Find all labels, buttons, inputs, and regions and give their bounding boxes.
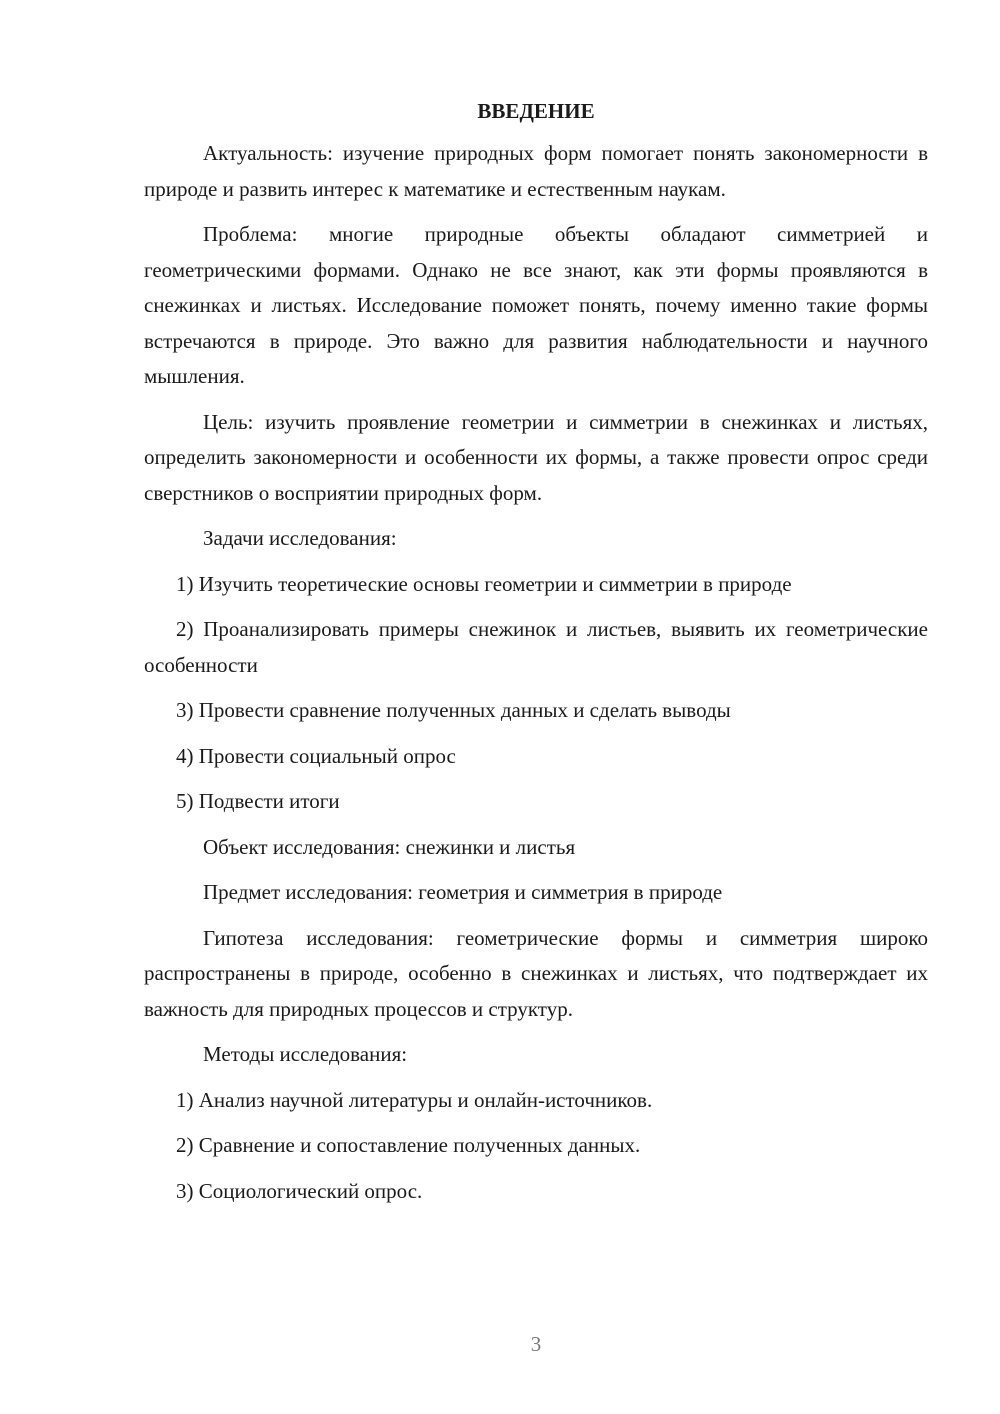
task-item-3: 3) Провести сравнение полученных данных и сделать выводы	[176, 698, 731, 722]
task-item-5: 5) Подвести итоги	[176, 789, 340, 813]
task-item-1: 1) Изучить теоретические основы геометрии и симметрии в природе	[176, 571, 792, 596]
hypothesis-paragraph: Гипотеза исследования: геометрические формы и симметрия широко распространены в природе, особенно в снежинках и листьях, что подтверждает их важность для природных процессов и структур.	[144, 925, 928, 1021]
research-object: Объект исследования: снежинки и листья	[203, 834, 576, 859]
task-item-2: 2) Проанализировать примеры снежинок и листьев, выявить их геометрические особенности	[144, 617, 928, 677]
document-page	[144, 96, 928, 1219]
problem-paragraph: Проблема: многие природные объекты обладают симметрией и геометрическими формами. Однако не все знают, как эти формы проявляются в снежинках и листьях. Исследование поможет понять, почему именно такие формы встречаются в природе. Это важно для развития наблюдательности и научного мышления.	[144, 222, 928, 388]
method-item-3: 3) Социологический опрос.	[176, 1178, 423, 1203]
research-subject: Предмет исследования: геометрия и симметрия в природе	[203, 880, 723, 904]
tasks-heading: Задачи исследования:	[203, 526, 397, 550]
page-number: 3	[530, 1332, 542, 1356]
relevance-paragraph: Актуальность: изучение природных форм помогает понять закономерности в природе и развить интерес к математике и естественным наукам.	[144, 141, 928, 201]
section-title: ВВЕДЕНИЕ	[477, 99, 595, 123]
goal-paragraph: Цель: изучить проявление геометрии и симметрии в снежинках и листьях, определить закономерности и особенности их формы, а также провести опрос среди сверстников о восприятии природных форм.	[144, 409, 928, 505]
task-item-4: 4) Провести социальный опрос	[176, 743, 456, 768]
method-item-2: 2) Сравнение и сопоставление полученных данных.	[176, 1133, 641, 1157]
methods-heading: Методы исследования:	[203, 1042, 408, 1066]
method-item-1: 1) Анализ научной литературы и онлайн-источников.	[176, 1087, 653, 1112]
